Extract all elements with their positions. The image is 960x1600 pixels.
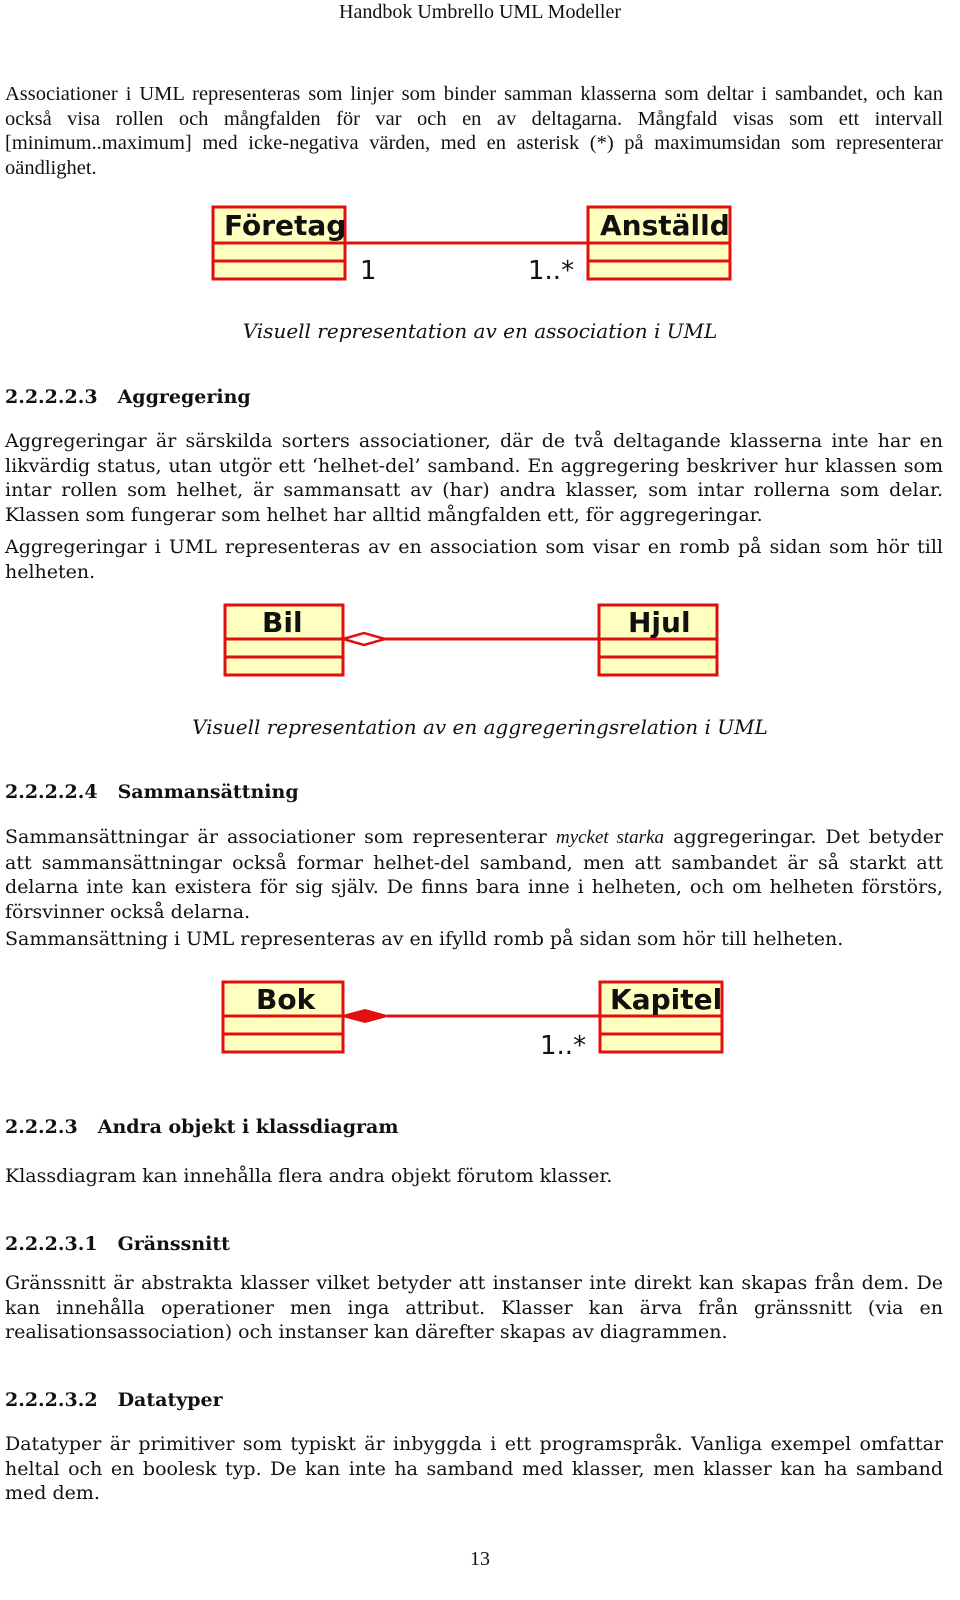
multiplicity-left: 1 [360, 256, 377, 285]
section-number: 2.2.2.3.1 [5, 1233, 98, 1255]
page-header: Handbok Umbrello UML Modeller [339, 1, 621, 23]
section-title: Gränssnitt [117, 1233, 230, 1255]
composition-diamond-icon [343, 1010, 387, 1022]
composition-diagram [220, 980, 728, 1060]
class-name-bil: Bil [262, 606, 303, 639]
section-heading-aggregering [5, 385, 251, 409]
section-number: 2.2.2.3.2 [5, 1389, 98, 1411]
aggregation-diamond-icon [343, 633, 385, 645]
section-heading-sammansattning [5, 780, 299, 804]
association-diagram [210, 205, 735, 285]
class-box-anstalld [588, 207, 730, 279]
class-box-bok [223, 982, 343, 1052]
section-title: Aggregering [117, 386, 251, 408]
class-box-hjul [599, 605, 717, 675]
section-title: Datatyper [117, 1389, 223, 1411]
class-name-bok: Bok [256, 983, 316, 1016]
section-heading-datatyper [5, 1388, 223, 1412]
multiplicity-right: 1..* [540, 1031, 587, 1060]
section-number: 2.2.2.2.4 [5, 781, 98, 803]
other-objects-paragraph: Klassdiagram kan innehålla flera andra objekt förutom klasser. [5, 1165, 613, 1187]
class-box-foretag [213, 207, 346, 279]
class-box-kapitel [600, 982, 722, 1052]
class-name-hjul: Hjul [628, 606, 691, 639]
class-name-anstalld: Anställd [600, 209, 730, 242]
aggregation-paragraph-2: Aggregeringar i UML representeras av en association som visar en romb på sidan som hör till helheten. [5, 536, 943, 583]
figure-caption-aggregation: Visuell representation av en aggregeringsrelation i UML [192, 715, 768, 739]
section-heading-andra-objekt [5, 1115, 398, 1139]
section-title: Sammansättning [117, 781, 299, 803]
emphasis-text: mycket starka [555, 827, 665, 848]
section-heading-granssnitt [5, 1232, 230, 1256]
composition-paragraph-2: Sammansättning i UML representeras av en ifylld romb på sidan som hör till helheten. [5, 928, 844, 950]
aggregation-diagram [222, 603, 722, 679]
section-title: Andra objekt i klassdiagram [97, 1116, 399, 1138]
interfaces-paragraph: Gränssnitt är abstrakta klasser vilket betyder att instanser inte direkt kan skapas från dem. De kan innehålla operationer men inga attribut. Klasser kan ärva från gränssnitt (via en realisationsassociation) och instanser kan därefter skapas av diagrammen. [5, 1272, 943, 1343]
intro-paragraph: Associationer i UML representeras som linjer som binder samman klasserna som deltar i sambandet, och kan också visa rollen och mångfalden för var och en av deltagarna. Mångfald visas som ett intervall [minimum..maximum] med icke-negativa värden, med en asterisk (*) på maximumsidan som representerar oändlighet. [5, 83, 943, 179]
composition-paragraph-1: Sammansättningar är associationer som representerar mycket starka aggregeringar. Det betyder att sammansättningar också formar helhet-del samband, men att sambandet är så starkt att delarna inte kan existera för sig själv. De finns bara inne i helheten, och om helheten förstörs, försvinner också delarna. [5, 826, 943, 923]
class-name-foretag: Företag [224, 209, 347, 242]
page-number: 13 [470, 1548, 490, 1570]
figure-caption-association: Visuell representation av en association i UML [242, 319, 718, 343]
multiplicity-right: 1..* [528, 256, 575, 285]
section-number: 2.2.2.2.3 [5, 386, 98, 408]
class-box-bil [225, 605, 343, 675]
datatypes-paragraph: Datatyper är primitiver som typiskt är inbyggda i ett programspråk. Vanliga exempel omfattar heltal och en boolesk typ. De kan inte ha samband med klasser, men klasser kan ha samband med dem. [5, 1433, 943, 1504]
aggregation-paragraph-1: Aggregeringar är särskilda sorters associationer, där de två deltagande klasserna inte har en likvärdig status, utan utgör ett ‘helhet-del’ samband. En aggregering beskriver hur klassen som intar rollen som helhet, är sammansatt av (har) andra klasser, som intar rollerna som delar. Klassen som fungerar som helhet har alltid mångfalden ett, för aggregeringar. [5, 430, 943, 526]
class-name-kapitel: Kapitel [610, 983, 723, 1016]
section-number: 2.2.2.3 [5, 1116, 78, 1138]
